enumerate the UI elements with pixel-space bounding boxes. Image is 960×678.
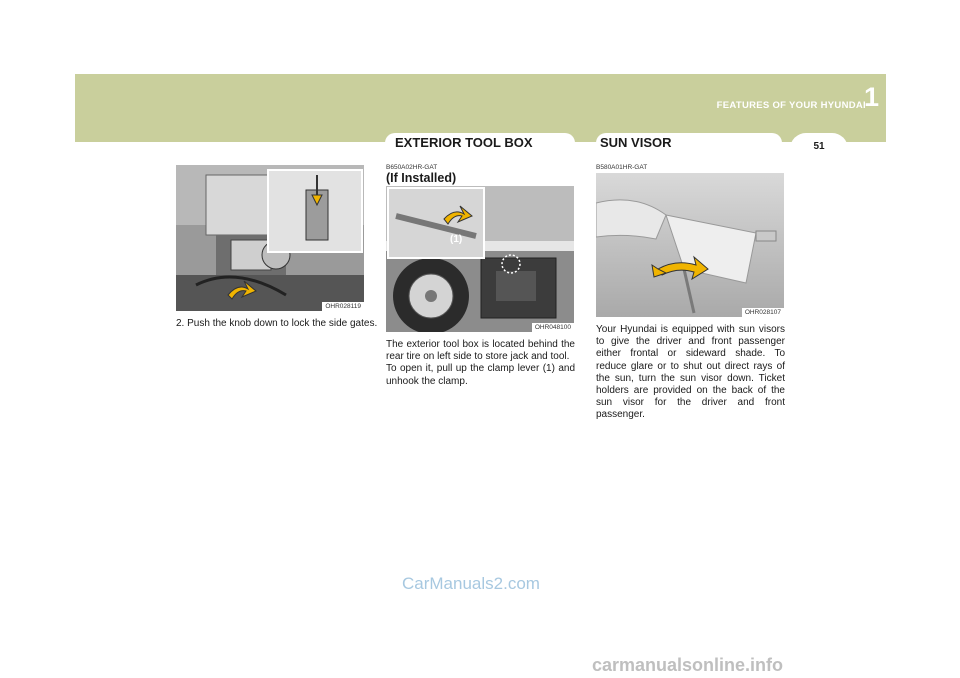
image-code: OHR048100 (532, 323, 574, 332)
chapter-title: FEATURES OF YOUR HYUNDAI (716, 100, 866, 111)
side-gate-photo (176, 165, 364, 311)
sun-visor-photo (596, 173, 784, 317)
paragraph: The exterior tool box is located behind the rear tire on left side to store jack and tool. (386, 339, 575, 363)
sun-visor-text: Your Hyundai is equipped with sun visors to give the driver and front passenger either frontal or sideward shade. To reduce glare or to shut out direct rays of the sun, turn the sun visor down. Ticket holders are provided on the back of the sun visor for the driver and front passenger. (596, 324, 785, 421)
image-code: OHR028119 (322, 302, 364, 311)
section-title-sun-visor: SUN VISOR (596, 133, 782, 153)
section-title-exterior-tool-box: EXTERIOR TOOL BOX (385, 133, 575, 153)
tool-box-text (386, 339, 575, 388)
step-text: 2. Push the knob down to lock the side gates. (176, 318, 378, 329)
paragraph: To open it, pull up the clamp lever (1) and unhook the clamp. (386, 363, 575, 387)
watermark-carmanuals2: CarManuals2.com (402, 574, 540, 593)
watermark-carmanualsonline: carmanualsonline.info (592, 655, 784, 675)
callout-label: (1) (450, 234, 463, 245)
subtitle: (If Installed) (386, 171, 457, 185)
ref-code: B580A01HR-GAT (596, 164, 648, 171)
image-code: OHR028107 (742, 308, 784, 317)
ref-code: B650A02HR-GAT (386, 164, 438, 171)
chapter-number: 1 (864, 82, 880, 112)
page-number: 51 (790, 133, 848, 153)
tool-box-photo (386, 186, 574, 332)
